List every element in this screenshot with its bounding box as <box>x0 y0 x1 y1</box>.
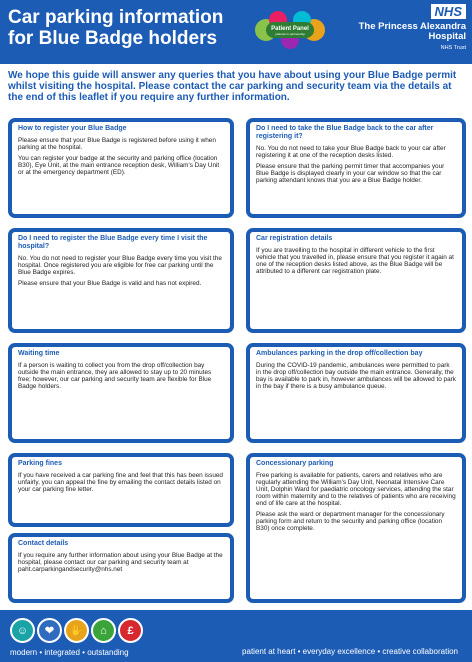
box-paragraph: If you have received a car parking fine and feel that this has been issued unfairly, you can appeal the fine by emailing the contact details listed on your car parking fine letter. <box>18 472 223 493</box>
box-title: Parking fines <box>18 460 62 467</box>
home-icon: ⌂ <box>91 618 116 643</box>
info-box-take-badge-back <box>246 118 466 218</box>
trust-name <box>346 22 466 53</box>
box-paragraph: You can register your badge at the security and parking office (location B30), Eye Unit, at the main entrance reception desk, William's Day Unit or at the emergency department (ED). <box>18 155 220 176</box>
box-title: Waiting time <box>18 350 60 357</box>
box-title: Car registration details <box>256 235 333 242</box>
title-line-1: Car parking information <box>8 7 224 28</box>
panel-badge-title: Patient Panel <box>271 26 309 32</box>
box-title: Ambulances parking in the drop off/collection bay <box>256 350 423 357</box>
box-paragraph: Please ensure that your Blue Badge is valid and has not expired. <box>18 280 202 287</box>
leaflet-title <box>8 7 238 49</box>
info-box-contact-details <box>8 533 234 603</box>
footer-values-right: patient at heart • everyday excellence • creative collaboration <box>242 647 458 656</box>
footer-values-left: modern • integrated • outstanding <box>10 648 129 657</box>
box-paragraph: No. You do not need to take your Blue Badge back to your car after registering it at one of the reception desks listed. <box>256 145 446 159</box>
trust-name-line-2: Hospital <box>428 31 466 42</box>
nhs-logo: NHS <box>431 4 466 19</box>
title-line-2: for Blue Badge holders <box>8 28 218 49</box>
patient-panel-logo <box>254 10 326 50</box>
box-paragraph: If you require any further information about using your Blue Badge at the hospital, please contact our car parking and security team at paht.carparkingandsecurity@nhs.net <box>18 552 223 573</box>
box-paragraph: No. You do not need to register your Blue Badge every time you visit the hospital. Once registered you are eligible for free car parking until the Blue Badge expires. <box>18 255 222 276</box>
info-box-concessionary-parking <box>246 453 466 603</box>
hand-icon: ✋ <box>64 618 89 643</box>
box-paragraph: Free parking is available for patients, carers and relatives who are regularly attending the William's Day Unit, Neonatal Intensive Care Unit, Dolphin Ward for paediatric oncology services, attending the star room within maternity and to the relatives of patients who are receiving end of life care at the hospital. <box>256 472 456 507</box>
box-title: Concessionary parking <box>256 460 334 467</box>
heart-icon: ❤ <box>37 618 62 643</box>
trust-name-line-1: The Princess Alexandra <box>358 21 466 32</box>
trust-subtitle: NHS Trust <box>440 45 466 51</box>
info-box-parking-fines <box>8 453 234 527</box>
panel-badge-subtitle: patients in partnership <box>275 32 305 36</box>
info-box-waiting-time <box>8 343 234 443</box>
info-box-register-every-time <box>8 228 234 333</box>
box-paragraph: If a person is waiting to collect you from the drop off/collection bay outside the main entrance, they are allowed to stay up to 20 minutes free; however, our car parking and security team are flexible for Blue Badge holders. <box>18 362 212 390</box>
page-header <box>0 0 472 64</box>
box-paragraph: Please ensure that your Blue Badge is registered before using it when parking at the hospital. <box>18 137 216 151</box>
box-title: Contact details <box>18 540 69 547</box>
box-paragraph: Please ask the ward or department manager for the concessionary parking form and return to the security and parking office (location B30) once complete. <box>256 511 445 532</box>
box-paragraph: During the COVID-19 pandemic, ambulances were permitted to park in the drop off/collection bay outside the main entrance. Generally, the bay is available to park in, however ambulances will be allowed to park in the bay if there is a busy ambulance queue. <box>256 362 456 390</box>
box-title: Do I need to take the Blue Badge back to the car after registering it? <box>256 125 434 140</box>
box-paragraph: If you are travelling to the hospital in different vehicle to the first vehicle that you travelled in, please ensure that you register it again at one of the reception desks listed above, as the Blue Badge will be attributed to a different car registration plate. <box>256 247 454 275</box>
trust-values-icons <box>10 618 143 643</box>
info-box-car-registration <box>246 228 466 333</box>
box-paragraph: Please ensure that the parking permit timer that accompanies your Blue Badge is displayed clearly in your car window so that the car parking attendant knows that you are a Blue Badge holder. <box>256 163 445 184</box>
box-title: How to register your Blue Badge <box>18 125 127 132</box>
info-box-register <box>8 118 234 218</box>
people-icon: ☺ <box>10 618 35 643</box>
page-footer <box>0 610 472 662</box>
info-box-ambulances <box>246 343 466 443</box>
box-title: Do I need to register the Blue Badge every time I visit the hospital? <box>18 235 208 250</box>
pound-icon: £ <box>118 618 143 643</box>
intro-text: We hope this guide will answer any queries that you have about using your Blue Badge permit whilst visiting the hospital. Please contact the car parking and security team via the details at the end of this leaflet if you require any further information. <box>8 70 457 103</box>
